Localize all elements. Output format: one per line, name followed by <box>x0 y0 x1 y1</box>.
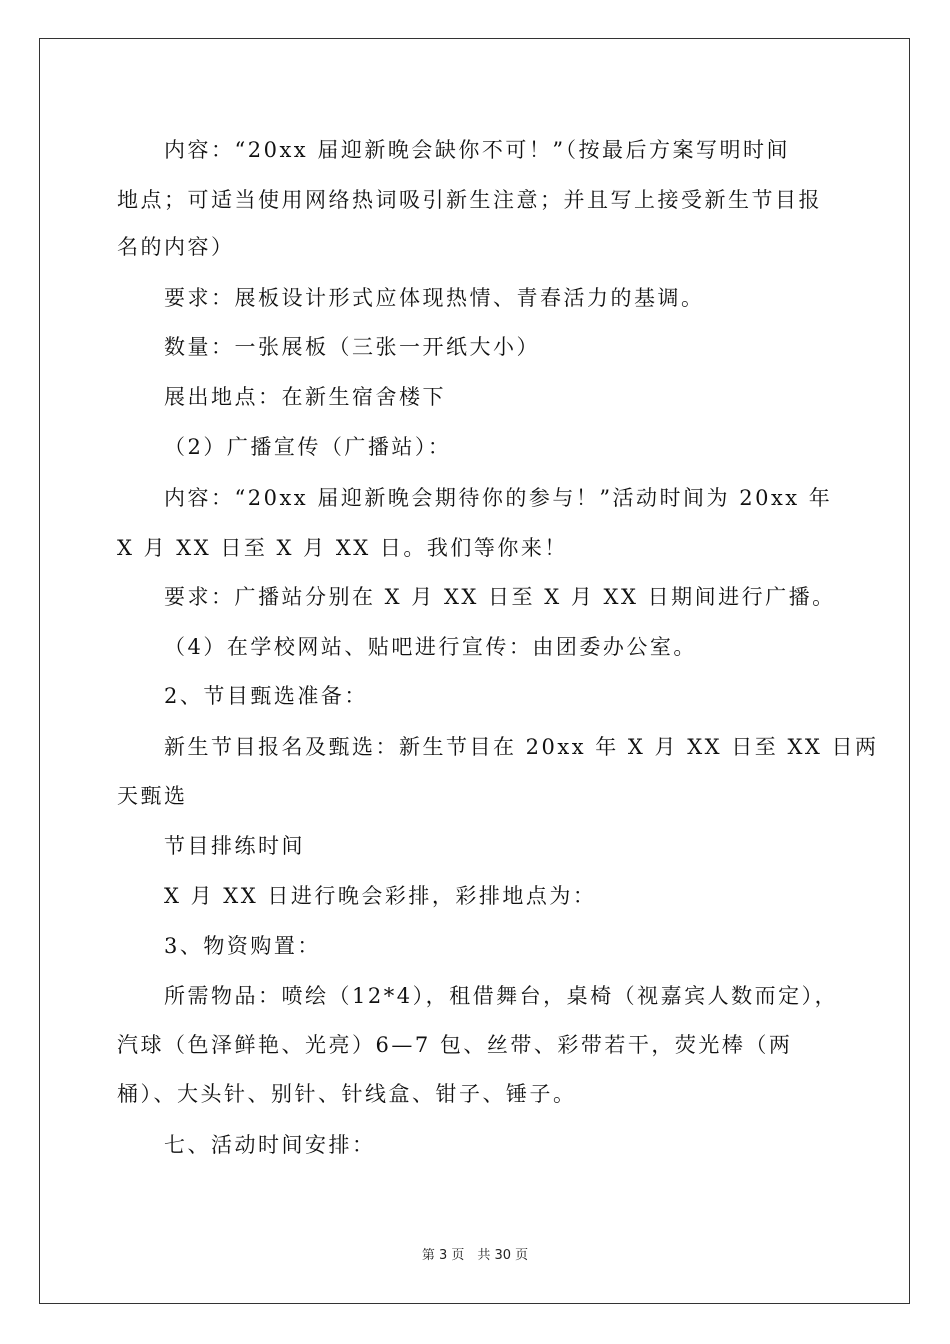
paragraph-line: 名的内容） <box>117 235 235 259</box>
paragraph-line: 2、节目甄选准备： <box>164 684 368 708</box>
paragraph-line: 所需物品：喷绘（12*4），租借舞台，桌椅（视嘉宾人数而定）， <box>164 984 839 1008</box>
paragraph-line: 七、活动时间安排： <box>164 1133 376 1157</box>
paragraph-line: 展出地点：在新生宿舍楼下 <box>164 385 446 409</box>
paragraph-line: 内容：“20xx 届迎新晚会缺你不可！”（按最后方案写明时间 <box>164 138 791 162</box>
paragraph-line: 天甄选 <box>117 784 188 808</box>
page-number: 第 3 页 共 30 页 <box>421 1248 529 1263</box>
paragraph-line: 节目排练时间 <box>164 834 305 858</box>
paragraph-line: X 月 XX 日进行晚会彩排，彩排地点为： <box>164 884 597 908</box>
paragraph-line: （2）广播宣传（广播站）： <box>164 435 452 459</box>
paragraph-line: 汽球（色泽鲜艳、光亮）6—7 包、丝带、彩带若干，荧光棒（两 <box>117 1033 793 1057</box>
paragraph-line: 3、物资购置： <box>164 934 321 958</box>
paragraph-line: X 月 XX 日至 X 月 XX 日。我们等你来！ <box>117 536 568 560</box>
paragraph-line: 要求：展板设计形式应体现热情、青春活力的基调。 <box>164 286 705 310</box>
page-border <box>39 38 910 1304</box>
paragraph-line: （4）在学校网站、贴吧进行宣传：由团委办公室。 <box>164 635 697 659</box>
paragraph-line: 地点；可适当使用网络热词吸引新生注意；并且写上接受新生节目报 <box>117 188 822 212</box>
paragraph-line: 数量：一张展板（三张一开纸大小） <box>164 335 540 359</box>
paragraph-line: 内容：“20xx 届迎新晚会期待你的参与！”活动时间为 20xx 年 <box>164 486 833 510</box>
paragraph-line: 要求：广播站分别在 X 月 XX 日至 X 月 XX 日期间进行广播。 <box>164 585 836 609</box>
paragraph-line: 新生节目报名及甄选：新生节目在 20xx 年 X 月 XX 日至 XX 日两 <box>164 735 879 759</box>
paragraph-line: 桶）、大头针、别针、针线盒、钳子、锤子。 <box>117 1082 577 1106</box>
